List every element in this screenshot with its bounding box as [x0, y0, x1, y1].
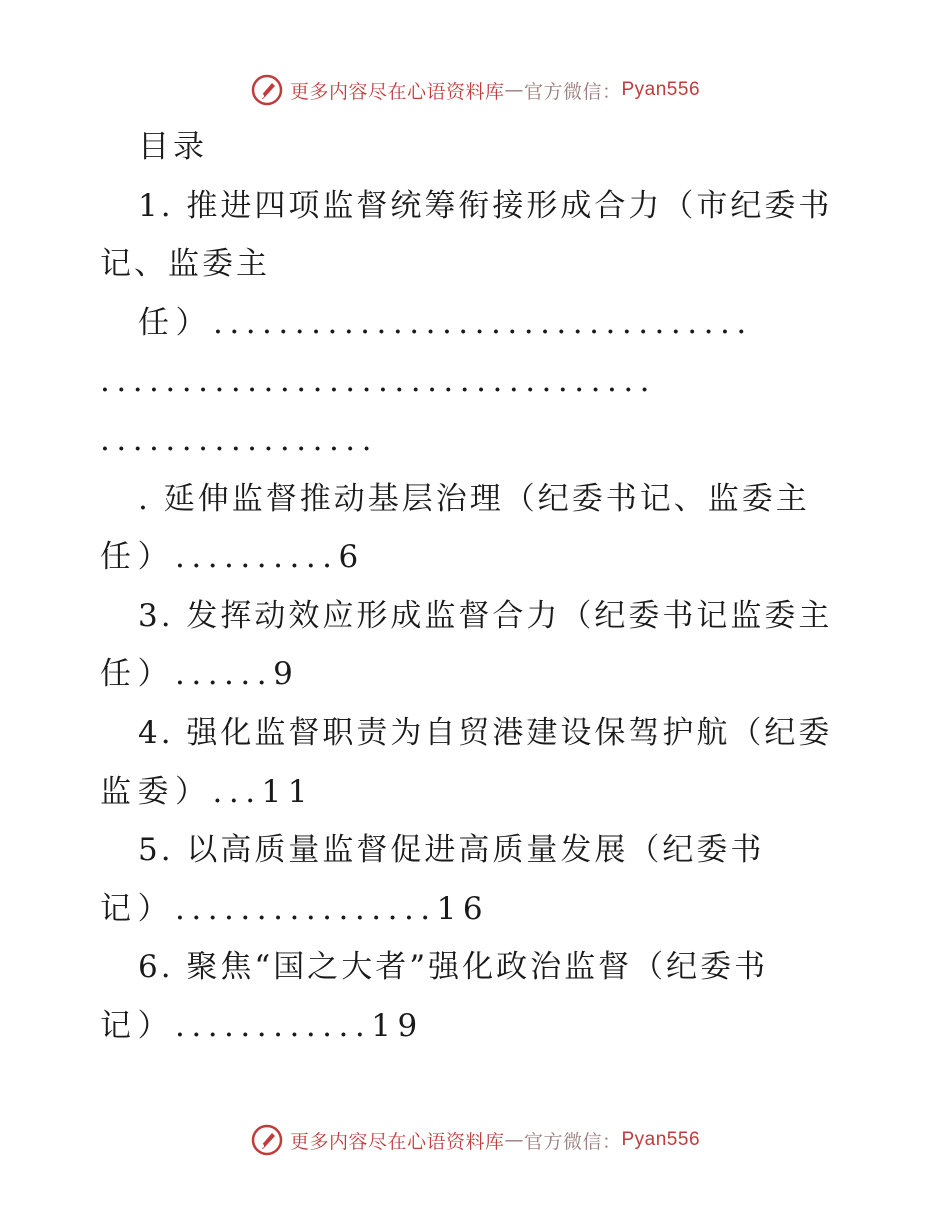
toc-entry-5-line-2: 记）................16: [100, 890, 490, 927]
toc-entry-2-line-2: 任）..........6: [100, 539, 365, 576]
toc-entry-1-line-1: 1. 推进四项监督统筹衔接形成合力（市纪委书: [138, 187, 833, 224]
toc-entry-2-line-1: . 延伸监督推动基层治理（纪委书记、监委主: [138, 480, 810, 517]
toc-entry-1-line-2: 记、监委主: [100, 246, 270, 283]
header-dash: —: [504, 79, 524, 101]
toc-entry-3-line-2: 任）......9: [100, 656, 300, 693]
footer-official-label: 官方微信：: [523, 1130, 622, 1153]
toc-entry-5-line-1: 5. 以高质量监督促进高质量发展（纪委书: [138, 832, 765, 869]
pen-nib-logo-icon: [250, 73, 284, 107]
toc-entry-1-line-4: ..................................: [100, 363, 657, 400]
toc-title: 目录: [138, 129, 208, 165]
header-wechat-id: Pyan556: [621, 79, 701, 100]
pen-nib-logo-icon: [250, 1123, 284, 1157]
footer-dash: —: [504, 1129, 524, 1151]
toc-entry-4-line-1: 4. 强化监督职责为自贸港建设保驾护航（纪委: [138, 714, 833, 751]
toc-entry-6-line-2: 记）............19: [100, 1007, 424, 1044]
header-official-label: 官方微信：: [523, 80, 622, 103]
toc-content: [100, 118, 840, 1056]
footer-brand-text: 更多内容尽在心语资料库: [289, 1130, 505, 1153]
toc-entry-6-line-1: 6. 聚焦“国之大者”强化政治监督（纪委书: [138, 949, 769, 986]
footer-wechat-id: Pyan556: [621, 1129, 701, 1150]
toc-entry-3-line-1: 3. 发挥动效应形成监督合力（纪委书记监委主: [138, 597, 833, 634]
footer-banner: [0, 1120, 950, 1160]
toc-entry-4-line-2: 监委）...11: [100, 773, 315, 810]
header-brand-text: 更多内容尽在心语资料库: [289, 80, 505, 103]
toc-entry-1-line-5: .................: [100, 421, 379, 458]
toc-entry-1-line-3: 任）.................................: [138, 304, 753, 341]
header-banner: [0, 70, 950, 110]
